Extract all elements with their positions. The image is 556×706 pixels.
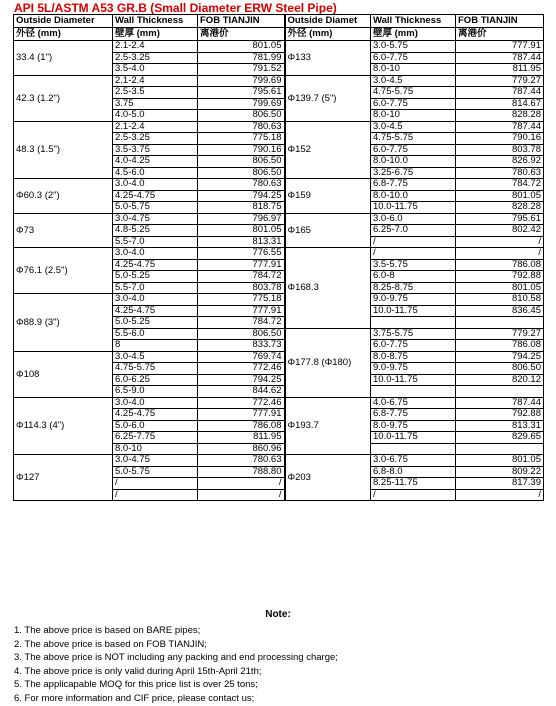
right-price-cell: 792.88 [456, 409, 544, 421]
table-row [14, 75, 544, 87]
table-row [14, 397, 544, 409]
right-price-cell: 784.72 [456, 179, 544, 191]
left-diameter-cell: 48.3 (1.5") [14, 121, 113, 179]
right-price-cell: / [456, 248, 544, 260]
left-diameter-cell: Φ114.3 (4") [14, 397, 113, 455]
right-wall-thickness-cell: 3.0-4.5 [371, 121, 456, 133]
right-wall-thickness-cell: 3.0-6.0 [371, 213, 456, 225]
left-wall-thickness-cell: 4.25-4.75 [113, 305, 198, 317]
left-price-cell: 799.69 [198, 75, 285, 87]
left-price-cell: / [198, 489, 285, 501]
left-price-cell: 772.46 [198, 397, 285, 409]
right-price-cell: 811.95 [456, 64, 544, 76]
left-wall-thickness-cell: 8 [113, 340, 198, 352]
left-wall-thickness-cell: 2.1-2.4 [113, 75, 198, 87]
right-price-cell: 787.44 [456, 121, 544, 133]
left-wall-thickness-cell: 8.0-10 [113, 443, 198, 455]
right-wall-thickness-cell: 6.0-7.75 [371, 52, 456, 64]
left-price-cell: 780.63 [198, 455, 285, 467]
right-diameter-cell: Φ152 [285, 121, 371, 179]
right-price-cell [456, 443, 544, 455]
left-wall-thickness-cell: 5.5-7.0 [113, 282, 198, 294]
right-price-cell: 786.08 [456, 340, 544, 352]
right-price-cell: 777.91 [456, 41, 544, 53]
header-wall-thickness-cn-right: 壁厚 (mm) [371, 28, 456, 41]
left-price-cell: 784.72 [198, 317, 285, 329]
left-wall-thickness-cell: 3.0-4.75 [113, 213, 198, 225]
left-wall-thickness-cell: 3.0-4.0 [113, 248, 198, 260]
left-price-cell: 801.05 [198, 225, 285, 237]
right-wall-thickness-cell: 4.75-5.75 [371, 87, 456, 99]
right-wall-thickness-cell: 6.8-7.75 [371, 179, 456, 191]
right-price-cell [456, 317, 544, 329]
left-wall-thickness-cell: 6.5-9.0 [113, 386, 198, 398]
right-price-cell [456, 386, 544, 398]
left-price-cell: 788.80 [198, 466, 285, 478]
left-price-cell: 784.72 [198, 271, 285, 283]
right-wall-thickness-cell [371, 443, 456, 455]
right-wall-thickness-cell: 3.5-5.75 [371, 259, 456, 271]
right-wall-thickness-cell: 8.25-8.75 [371, 282, 456, 294]
document-title: API 5L/ASTM A53 GR.B (Small Diameter ERW Steel Pipe) [14, 1, 337, 15]
left-diameter-cell: Φ108 [14, 351, 113, 397]
left-wall-thickness-cell: 5.0-5.75 [113, 202, 198, 214]
right-wall-thickness-cell: 8.25-11.75 [371, 478, 456, 490]
right-price-cell: 803.78 [456, 144, 544, 156]
left-price-cell: 777.91 [198, 305, 285, 317]
right-price-cell: 828.28 [456, 110, 544, 122]
table-row [14, 455, 544, 467]
left-price-cell: 833.73 [198, 340, 285, 352]
left-wall-thickness-cell: 4.8-5.25 [113, 225, 198, 237]
left-price-cell: 790.16 [198, 144, 285, 156]
right-wall-thickness-cell: 3.0-5.75 [371, 41, 456, 53]
header-fob-tianjin-right: FOB TIANJIN [456, 15, 544, 28]
left-wall-thickness-cell: 5.0-5.25 [113, 271, 198, 283]
right-price-cell: 817.39 [456, 478, 544, 490]
left-price-cell: 794.25 [198, 190, 285, 202]
left-price-cell: 769.74 [198, 351, 285, 363]
left-price-cell: 806.50 [198, 328, 285, 340]
left-price-cell: 775.18 [198, 294, 285, 306]
left-diameter-cell: 33.4 (1") [14, 41, 113, 76]
right-wall-thickness-cell: 6.0-8 [371, 271, 456, 283]
left-wall-thickness-cell: 5.0-6.0 [113, 420, 198, 432]
left-price-cell: 786.08 [198, 420, 285, 432]
right-wall-thickness-cell: 8.0-8.75 [371, 351, 456, 363]
right-diameter-cell: Φ159 [285, 179, 371, 214]
right-wall-thickness-cell: 8.0-9.75 [371, 420, 456, 432]
right-wall-thickness-cell [371, 317, 456, 329]
left-wall-thickness-cell: 4.25-4.75 [113, 259, 198, 271]
right-diameter-cell: Φ193.7 [285, 397, 371, 455]
left-price-cell: / [198, 478, 285, 490]
note-item: 3. The above price is NOT including any packing and end processing charge; [14, 652, 338, 664]
left-price-cell: 777.91 [198, 409, 285, 421]
right-wall-thickness-cell: 4.0-6.75 [371, 397, 456, 409]
left-wall-thickness-cell: 5.5-6.0 [113, 328, 198, 340]
right-price-cell: 779.27 [456, 328, 544, 340]
left-wall-thickness-cell: 4.0-5.0 [113, 110, 198, 122]
left-price-cell: 780.63 [198, 121, 285, 133]
left-price-cell: 801.05 [198, 41, 285, 53]
right-price-cell: 790.16 [456, 133, 544, 145]
right-price-cell: 780.63 [456, 167, 544, 179]
right-wall-thickness-cell: 10.0-11.75 [371, 432, 456, 444]
left-wall-thickness-cell: 2.5-3.5 [113, 87, 198, 99]
right-wall-thickness-cell: 6.0-7.75 [371, 144, 456, 156]
left-price-cell: 780.63 [198, 179, 285, 191]
right-wall-thickness-cell: 8.0-10.0 [371, 156, 456, 168]
right-wall-thickness-cell: 8.0-10.0 [371, 190, 456, 202]
left-wall-thickness-cell: 4.0-4.25 [113, 156, 198, 168]
right-wall-thickness-cell: 6.8-7.75 [371, 409, 456, 421]
left-price-cell: 803.78 [198, 282, 285, 294]
left-wall-thickness-cell: 3.5-4.0 [113, 64, 198, 76]
header-fob-price-cn: 离港价 [198, 28, 285, 41]
table-row [14, 213, 544, 225]
left-wall-thickness-cell: 6.0-6.25 [113, 374, 198, 386]
right-wall-thickness-cell: 9.0-9.75 [371, 294, 456, 306]
right-wall-thickness-cell: 6.25-7.0 [371, 225, 456, 237]
right-wall-thickness-cell: 10.0-11.75 [371, 305, 456, 317]
right-diameter-cell: Φ203 [285, 455, 371, 501]
left-wall-thickness-cell: 5.0-5.75 [113, 466, 198, 478]
right-price-cell: 810.58 [456, 294, 544, 306]
left-wall-thickness-cell: 4.75-5.75 [113, 363, 198, 375]
left-price-cell: 791.52 [198, 64, 285, 76]
right-price-cell: 794.25 [456, 351, 544, 363]
right-price-cell: 836.45 [456, 305, 544, 317]
right-price-cell: 814.67 [456, 98, 544, 110]
header-row-english [14, 15, 544, 28]
right-price-cell: 806.50 [456, 363, 544, 375]
right-diameter-cell: Φ133 [285, 41, 371, 76]
right-price-cell: 792.88 [456, 271, 544, 283]
left-wall-thickness-cell: 4.25-4.75 [113, 190, 198, 202]
left-wall-thickness-cell: 4.5-6.0 [113, 167, 198, 179]
left-price-cell: 795.61 [198, 87, 285, 99]
table-row [14, 248, 544, 260]
price-table [13, 14, 544, 501]
right-price-cell: 829.65 [456, 432, 544, 444]
left-price-cell: 781.99 [198, 52, 285, 64]
right-wall-thickness-cell: 8.0-10 [371, 64, 456, 76]
left-diameter-cell: Φ127 [14, 455, 113, 501]
right-wall-thickness-cell [371, 386, 456, 398]
right-price-cell: 787.44 [456, 52, 544, 64]
left-price-cell: 811.95 [198, 432, 285, 444]
right-diameter-cell: Φ139.7 (5") [285, 75, 371, 121]
right-wall-thickness-cell: / [371, 236, 456, 248]
left-diameter-cell: Φ73 [14, 213, 113, 248]
header-wall-thickness-cn: 壁厚 (mm) [113, 28, 198, 41]
left-wall-thickness-cell: 2.5-3.25 [113, 52, 198, 64]
left-wall-thickness-cell: 2.1-2.4 [113, 121, 198, 133]
header-fob-tianjin: FOB TIANJIN [198, 15, 285, 28]
right-price-cell: 787.44 [456, 397, 544, 409]
right-wall-thickness-cell: 6.0-7.75 [371, 98, 456, 110]
left-price-cell: 799.69 [198, 98, 285, 110]
right-price-cell: 802.42 [456, 225, 544, 237]
right-wall-thickness-cell: 9.0-9.75 [371, 363, 456, 375]
left-price-cell: 775.18 [198, 133, 285, 145]
left-diameter-cell: 42.3 (1.2") [14, 75, 113, 121]
left-wall-thickness-cell: 3.0-4.75 [113, 455, 198, 467]
right-wall-thickness-cell: 6.0-7.75 [371, 340, 456, 352]
left-price-cell: 806.50 [198, 156, 285, 168]
left-diameter-cell: Φ88.9 (3") [14, 294, 113, 352]
note-item: 5. The applicapable MOQ for this price list is over 25 tons; [14, 679, 258, 691]
right-diameter-cell: Φ168.3 [285, 248, 371, 329]
left-wall-thickness-cell: 5.5-7.0 [113, 236, 198, 248]
left-wall-thickness-cell: 3.0-4.0 [113, 179, 198, 191]
right-price-cell: 786.08 [456, 259, 544, 271]
left-price-cell: 860.96 [198, 443, 285, 455]
header-wall-thickness-right: Wall Thickness [371, 15, 456, 28]
right-wall-thickness-cell: / [371, 248, 456, 260]
left-price-cell: 777.91 [198, 259, 285, 271]
right-wall-thickness-cell: 3.25-6.75 [371, 167, 456, 179]
header-outside-diameter-cn-right: 外径 (mm) [285, 28, 371, 41]
left-wall-thickness-cell: / [113, 489, 198, 501]
header-fob-price-cn-right: 离港价 [456, 28, 544, 41]
right-wall-thickness-cell: 8.0-10 [371, 110, 456, 122]
right-wall-thickness-cell: 3.75-5.75 [371, 328, 456, 340]
right-wall-thickness-cell: 6.8-8.0 [371, 466, 456, 478]
left-wall-thickness-cell: 6.25-7.75 [113, 432, 198, 444]
left-price-cell: 813.31 [198, 236, 285, 248]
table-row [14, 121, 544, 133]
right-price-cell: 820.12 [456, 374, 544, 386]
note-item: 2. The above price is based on FOB TIANJIN; [14, 638, 207, 650]
left-wall-thickness-cell: 2.1-2.4 [113, 41, 198, 53]
right-price-cell: / [456, 236, 544, 248]
right-diameter-cell: Φ165 [285, 213, 371, 248]
right-price-cell: 828.28 [456, 202, 544, 214]
right-price-cell: 801.05 [456, 190, 544, 202]
table-row [14, 351, 544, 363]
right-wall-thickness-cell: 4.75-5.75 [371, 133, 456, 145]
header-outside-diameter: Outside Diameter [14, 15, 113, 28]
right-price-cell: 809.22 [456, 466, 544, 478]
right-price-cell: 779.27 [456, 75, 544, 87]
price-table-body [14, 15, 544, 501]
left-wall-thickness-cell: / [113, 478, 198, 490]
left-wall-thickness-cell: 3.5-3.75 [113, 144, 198, 156]
header-wall-thickness: Wall Thickness [113, 15, 198, 28]
right-diameter-cell: Φ177.8 (Φ180) [285, 328, 371, 397]
left-price-cell: 776.55 [198, 248, 285, 260]
right-price-cell: / [456, 489, 544, 501]
left-price-cell: 844.62 [198, 386, 285, 398]
right-wall-thickness-cell: 3.0-6.75 [371, 455, 456, 467]
header-outside-diameter-right: Outside Diamet [285, 15, 371, 28]
right-price-cell: 801.05 [456, 455, 544, 467]
header-outside-diameter-cn: 外径 (mm) [14, 28, 113, 41]
right-price-cell: 813.31 [456, 420, 544, 432]
table-row [14, 179, 544, 191]
table-row [14, 294, 544, 306]
left-wall-thickness-cell: 2.5-3.25 [113, 133, 198, 145]
left-wall-thickness-cell: 4.25-4.75 [113, 409, 198, 421]
header-row-chinese [14, 28, 544, 41]
note-title: Note: [265, 609, 291, 620]
left-wall-thickness-cell: 3.0-4.0 [113, 294, 198, 306]
right-wall-thickness-cell: / [371, 489, 456, 501]
left-wall-thickness-cell: 3.0-4.0 [113, 397, 198, 409]
note-item: 4. The above price is only valid during April 15th-April 21th; [14, 665, 262, 677]
left-wall-thickness-cell: 3.75 [113, 98, 198, 110]
left-wall-thickness-cell: 5.0-5.25 [113, 317, 198, 329]
left-price-cell: 794.25 [198, 374, 285, 386]
left-wall-thickness-cell: 3.0-4.5 [113, 351, 198, 363]
table-row [14, 41, 544, 53]
left-diameter-cell: Φ76.1 (2.5") [14, 248, 113, 294]
right-price-cell: 787.44 [456, 87, 544, 99]
note-item: 6. For more information and CIF price, please contact us; [14, 692, 255, 704]
left-diameter-cell: Φ60.3 (2") [14, 179, 113, 214]
left-price-cell: 772.46 [198, 363, 285, 375]
right-wall-thickness-cell: 3.0-4.5 [371, 75, 456, 87]
right-wall-thickness-cell: 10.0-11.75 [371, 374, 456, 386]
left-price-cell: 818.75 [198, 202, 285, 214]
left-price-cell: 806.50 [198, 110, 285, 122]
right-price-cell: 795.61 [456, 213, 544, 225]
right-wall-thickness-cell: 10.0-11.75 [371, 202, 456, 214]
right-price-cell: 801.05 [456, 282, 544, 294]
left-price-cell: 796.97 [198, 213, 285, 225]
left-price-cell: 806.50 [198, 167, 285, 179]
right-price-cell: 826.92 [456, 156, 544, 168]
notes-list [14, 624, 338, 706]
note-item: 1. The above price is based on BARE pipes; [14, 625, 201, 636]
